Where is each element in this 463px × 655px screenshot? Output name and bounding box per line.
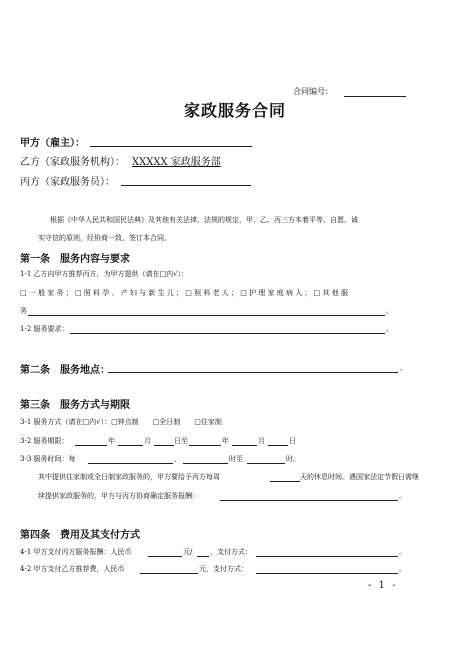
section-3-title: 第三条 服务方式与期限 [20, 400, 130, 411]
end-year-label: 年 [222, 437, 229, 445]
service-requirements-field[interactable] [70, 333, 385, 334]
service-options[interactable]: □ 一 般 家 务 ； □ 照 料 孕 、 产 妇 与 新 生 儿 ； □ 照 料 老 人 ； □ 护 理 家 庭 病 人 ； □ 其 他 服 [20, 289, 348, 297]
section-4-item-1: 4-1 甲方支付丙方服务报酬：人民币 [20, 548, 132, 556]
party-b-label: 乙方（家政服务机构）： [20, 157, 125, 168]
section-3-item-2: 3-2 服务期限： [20, 437, 69, 445]
end-mark-5: 。 [399, 548, 406, 556]
party-b-value: XXXXX 家政服务部 [132, 157, 221, 168]
referral-fee-amount-field[interactable] [140, 573, 198, 574]
start-year-label: 年 [108, 437, 115, 445]
end-mark-2: 。 [386, 325, 393, 333]
end-month-field[interactable] [232, 445, 257, 446]
section-1-item-1: 1-1 乙方向甲方推荐丙方，为甲方提供（请在□内√）： [20, 270, 189, 278]
section-1-title: 第一条 服务内容与要求 [20, 254, 130, 265]
referral-fee-unit: 元，支付方式： [199, 565, 248, 573]
end-year-field[interactable] [189, 445, 221, 446]
start-year-field[interactable] [75, 445, 107, 446]
section-2-title: 第二条 服务地点： [20, 365, 110, 376]
referral-fee-method-field[interactable] [256, 573, 398, 574]
service-location-field[interactable] [108, 372, 398, 373]
contract-number-label: 合同编号： [293, 87, 333, 96]
end-mark-3: 。 [400, 364, 407, 372]
start-hour-field[interactable] [183, 463, 228, 464]
rest-para-1a: 其中提供住家制或全日制家政服务的，甲方要给予丙方每周 [38, 473, 220, 481]
end-mark-6: 。 [399, 565, 406, 573]
end-mark: 。 [386, 307, 393, 315]
other-service-field[interactable] [28, 315, 385, 316]
start-month-field[interactable] [118, 445, 143, 446]
party-a-field[interactable] [90, 146, 252, 147]
page-number: - 1 - [368, 580, 398, 591]
section-4-item-2: 4-2 甲方支付乙方推荐费，人民币 [20, 565, 125, 573]
rest-days-field[interactable] [270, 481, 300, 482]
party-a-label: 甲方（雇主）： [20, 138, 85, 149]
intro-line-2: 实守信的原则，经协商一致，签订本合同。 [38, 234, 171, 242]
comma: ， [174, 455, 181, 463]
service-fee-unit: 元/ [183, 548, 193, 556]
party-c-label: 丙方（家政服务员）： [20, 177, 115, 188]
page-title: 家政服务合同 [184, 101, 287, 120]
service-fee-pay-label: ，支付方式： [210, 548, 252, 556]
service-fee-amount-field[interactable] [148, 556, 182, 557]
rest-para-1b: 天的休息时间。遇国家法定节假日需继 [300, 473, 419, 481]
service-fee-period-field[interactable] [197, 556, 209, 557]
end-month-label: 月 [258, 437, 265, 445]
service-time-period-field[interactable] [88, 463, 173, 464]
service-options-cont: 务 [20, 307, 27, 315]
party-c-field[interactable] [121, 185, 251, 186]
section-1-item-2: 1-2 服务要求： [20, 325, 69, 333]
end-day-label: 日 [289, 437, 296, 445]
service-fee-method-field[interactable] [256, 556, 398, 557]
start-month-label: 月 [144, 437, 151, 445]
end-mark-4: 。 [399, 492, 406, 500]
start-day-label: 日至 [174, 437, 188, 445]
rest-para-2: 续提供家政服务的，甲方与丙方协商确定服务报酬： [38, 492, 199, 500]
section-3-item-3: 3-3 服务时间：每 [20, 455, 76, 463]
intro-line-1: 根据《中华人民共和国民法典》及其他有关法律、法规的规定，甲、乙、丙三方本着平等、自愿、诚 [50, 216, 358, 224]
holiday-pay-field[interactable] [220, 500, 398, 501]
hour-end-label: 时。 [286, 455, 300, 463]
hour-to-label: 时至 [229, 455, 243, 463]
section-4-title: 第四条 费用及其支付方式 [20, 530, 140, 541]
end-hour-field[interactable] [247, 463, 285, 464]
start-day-field[interactable] [154, 445, 174, 446]
contract-number-field[interactable] [344, 96, 406, 97]
section-3-item-1[interactable]: 3-1 服务方式（请在□内√）：□钟点制 □全日制 □住家制 [20, 418, 222, 426]
end-day-field[interactable] [268, 445, 288, 446]
